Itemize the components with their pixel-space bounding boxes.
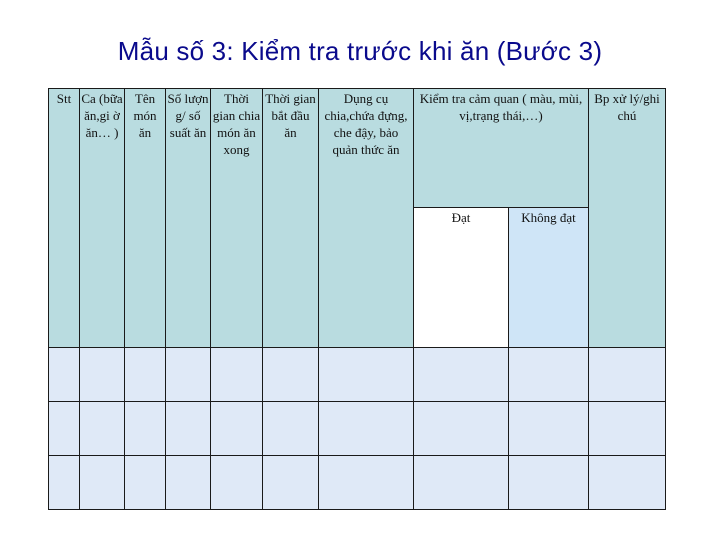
table-cell[interactable] (166, 347, 211, 401)
table-cell[interactable] (263, 347, 319, 401)
table-cell[interactable] (509, 455, 589, 509)
table-cell[interactable] (263, 401, 319, 455)
table-row (49, 401, 666, 455)
table-cell[interactable] (125, 401, 166, 455)
header-kiem-tra: Kiểm tra cảm quan ( màu, mùi, vị,trạng thái,…) (414, 89, 589, 208)
table-cell[interactable] (509, 347, 589, 401)
table-cell[interactable] (319, 347, 414, 401)
table-cell[interactable] (414, 455, 509, 509)
table-cell[interactable] (319, 401, 414, 455)
header-dung-cu: Dụng cụ chia,chứa đựng, che đậy, bảo quản thức ăn (319, 89, 414, 348)
table-cell[interactable] (589, 401, 666, 455)
table-cell[interactable] (211, 401, 263, 455)
table-cell[interactable] (49, 401, 80, 455)
table-cell[interactable] (80, 401, 125, 455)
table-cell[interactable] (414, 401, 509, 455)
header-thoi-gian-chia: Thời gian chia món ăn xong (211, 89, 263, 348)
table-cell[interactable] (80, 347, 125, 401)
header-stt: Stt (49, 89, 80, 348)
table-cell[interactable] (263, 455, 319, 509)
table-cell[interactable] (319, 455, 414, 509)
header-thoi-gian-bat-dau: Thời gian bắt đầu ăn (263, 89, 319, 348)
table-cell[interactable] (49, 347, 80, 401)
table-cell[interactable] (80, 455, 125, 509)
header-ca: Ca (bữa ăn,gi ờ ăn… ) (80, 89, 125, 348)
table-cell[interactable] (166, 401, 211, 455)
table-row (49, 455, 666, 509)
table-cell[interactable] (49, 455, 80, 509)
header-ten-mon: Tên món ăn (125, 89, 166, 348)
table-cell[interactable] (166, 455, 211, 509)
table-cell[interactable] (414, 347, 509, 401)
table-cell[interactable] (125, 347, 166, 401)
table-cell[interactable] (509, 401, 589, 455)
table-cell[interactable] (211, 455, 263, 509)
table-cell[interactable] (211, 347, 263, 401)
page-title: Mẫu số 3: Kiểm tra trước khi ăn (Bước 3) (117, 36, 603, 66)
table-row (49, 347, 666, 401)
subheader-dat: Đạt (414, 208, 509, 347)
subheader-khong-dat: Không đạt (509, 208, 589, 347)
inspection-form-table (48, 88, 666, 510)
table-cell[interactable] (589, 455, 666, 509)
table-cell[interactable] (589, 347, 666, 401)
header-so-luong: Số lượn g/ số suất ăn (166, 89, 211, 348)
header-bp-xu-ly: Bp xử lý/ghi chú (589, 89, 666, 348)
table-cell[interactable] (125, 455, 166, 509)
